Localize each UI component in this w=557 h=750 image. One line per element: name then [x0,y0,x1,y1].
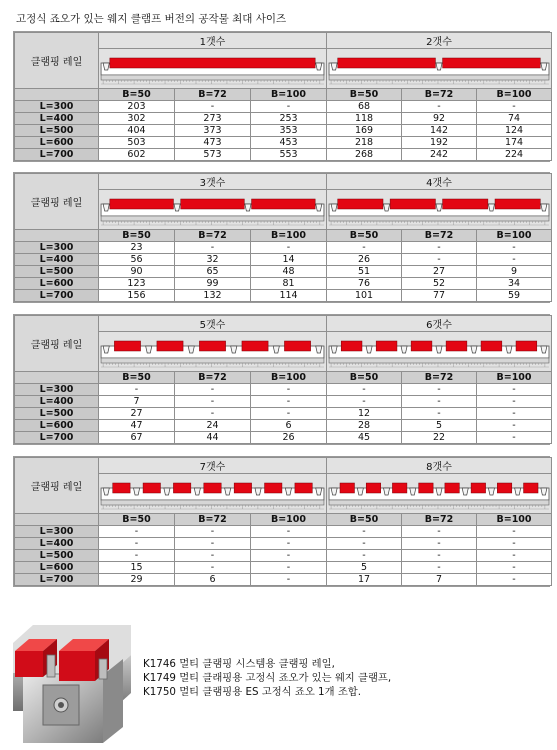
workpiece [516,341,537,351]
rail-label: 클램핑 레일 [15,458,99,514]
b-width-header: B=100 [251,230,327,242]
max-size-cell: 174 [477,137,552,149]
clamp-layout-diagram [327,51,551,87]
max-size-cell: 156 [99,290,175,302]
workpiece [110,58,315,68]
max-size-cell: - [99,538,175,550]
clamp-count-label: 3갯수 [99,174,327,190]
rail-length-label: L=300 [15,384,99,396]
rail-base [329,75,549,80]
size-table-block [13,456,550,587]
max-size-cell: 224 [477,149,552,161]
b-width-header: B=50 [327,230,402,242]
max-size-cell: 5 [327,562,402,574]
rail-base [101,358,324,363]
b-width-header: B=72 [175,89,251,101]
description-line: K1750 멀티 클램핑용 ES 고정식 죠오 1개 조합. [143,686,361,698]
b-width-header: B=72 [175,230,251,242]
max-size-cell: - [477,396,552,408]
clamp-layout-diagram [99,476,326,512]
rail-length-label: L=600 [15,278,99,290]
workpiece [341,341,362,351]
workpiece [340,483,354,493]
b-width-header: B=100 [477,372,552,384]
max-size-cell: - [251,550,327,562]
rail-base [329,358,549,363]
max-size-cell: - [477,562,552,574]
workpiece [252,199,316,209]
max-size-cell: 22 [402,432,477,444]
max-size-cell: 32 [175,254,251,266]
max-size-cell: - [402,396,477,408]
table-row [15,125,552,137]
workpiece [481,341,502,351]
max-size-cell: 192 [402,137,477,149]
rail-length-label: L=700 [15,290,99,302]
workpiece [113,483,130,493]
b-width-header: B=50 [327,514,402,526]
b-width-header: B=72 [402,514,477,526]
max-size-cell: 34 [477,278,552,290]
workpiece [419,483,433,493]
table-row [15,396,552,408]
rail-base [101,75,324,80]
max-size-cell: 373 [175,125,251,137]
max-size-cell: - [402,550,477,562]
max-size-cell: 27 [402,266,477,278]
table-row [15,574,552,586]
max-size-cell: 92 [402,113,477,125]
table-row [15,113,552,125]
max-size-cell: - [175,562,251,574]
product-photo [13,615,131,743]
workpiece [338,58,436,68]
max-size-cell: 77 [402,290,477,302]
max-size-cell: 404 [99,125,175,137]
clamp-diagram-cell [99,49,327,89]
rail-base [329,500,549,505]
rail-base [101,500,324,505]
max-size-cell: 268 [327,149,402,161]
rail-length-label: L=600 [15,420,99,432]
max-size-cell: - [99,550,175,562]
workpiece [181,199,245,209]
max-size-cell: 12 [327,408,402,420]
b-header-row [15,372,552,384]
max-size-cell: - [477,538,552,550]
blank-header-cell [15,514,99,526]
description-line: K1749 멀티 클래핑용 고정식 죠오가 있는 웨지 클램프, [143,672,392,684]
clamp-diagram-cell [99,332,327,372]
size-table [14,457,552,586]
b-width-header: B=50 [99,230,175,242]
table-row [15,562,552,574]
max-size-cell: - [477,101,552,113]
workpiece [446,341,467,351]
b-width-header: B=72 [402,372,477,384]
table-row [15,266,552,278]
table-row [15,254,552,266]
table-row [15,408,552,420]
max-size-cell: 6 [251,420,327,432]
workpiece [392,483,406,493]
table-row [15,137,552,149]
max-size-cell: 124 [477,125,552,137]
max-size-cell: - [327,384,402,396]
rail-length-label: L=300 [15,242,99,254]
rail-length-label: L=700 [15,149,99,161]
max-size-cell: 99 [175,278,251,290]
b-width-header: B=72 [402,89,477,101]
rail-length-label: L=300 [15,101,99,113]
clamp-diagram-cell [327,474,552,514]
max-size-cell: - [402,538,477,550]
rail-label: 클램핑 레일 [15,316,99,372]
max-size-cell: - [327,538,402,550]
rail-label: 클램핑 레일 [15,33,99,89]
clamp-count-label: 1갯수 [99,33,327,49]
max-size-cell: 56 [99,254,175,266]
workpiece [471,483,485,493]
max-size-cell: - [251,408,327,420]
max-size-cell: 76 [327,278,402,290]
max-size-cell: - [251,101,327,113]
max-size-cell: - [99,384,175,396]
max-size-cell: - [477,432,552,444]
max-size-cell: 17 [327,574,402,586]
workpiece [173,483,190,493]
workpiece [443,58,541,68]
max-size-cell: 453 [251,137,327,149]
max-size-cell: - [175,384,251,396]
max-size-cell: 273 [175,113,251,125]
max-size-cell: - [402,101,477,113]
max-size-cell: - [251,526,327,538]
blank-header-cell [15,230,99,242]
max-size-cell: 7 [402,574,477,586]
b-width-header: B=50 [99,89,175,101]
max-size-cell: 68 [327,101,402,113]
workpiece [204,483,221,493]
rail-length-label: L=400 [15,254,99,266]
max-size-cell: - [477,242,552,254]
workpiece [445,483,459,493]
max-size-cell: 123 [99,278,175,290]
max-size-cell: - [477,408,552,420]
rail-length-label: L=500 [15,266,99,278]
rail-length-label: L=500 [15,550,99,562]
product-description [143,657,391,699]
rail-length-label: L=500 [15,408,99,420]
b-width-header: B=100 [477,230,552,242]
b-width-header: B=100 [477,514,552,526]
b-header-row [15,230,552,242]
table-row [15,242,552,254]
rail-length-label: L=700 [15,432,99,444]
clamp-count-label: 7갯수 [99,458,327,474]
table-row [15,526,552,538]
max-size-cell: - [175,550,251,562]
max-size-cell: 26 [327,254,402,266]
workpiece [234,483,251,493]
max-size-cell: 28 [327,420,402,432]
table-row [15,101,552,113]
workpiece [411,341,432,351]
b-width-header: B=50 [99,514,175,526]
b-width-header: B=50 [327,89,402,101]
clamp-diagram-cell [327,49,552,89]
b-width-header: B=100 [251,372,327,384]
max-size-cell: - [477,254,552,266]
max-size-cell: - [402,526,477,538]
max-size-cell: 26 [251,432,327,444]
max-size-cell: - [402,562,477,574]
max-size-cell: 7 [99,396,175,408]
rail-length-label: L=400 [15,538,99,550]
table-row [15,550,552,562]
max-size-cell: 169 [327,125,402,137]
max-size-cell: 353 [251,125,327,137]
max-size-cell: 573 [175,149,251,161]
clamp-diagram-cell [99,474,327,514]
max-size-cell: 52 [402,278,477,290]
max-size-cell: - [175,526,251,538]
rail-length-label: L=300 [15,526,99,538]
clamp-diagram-cell [327,190,552,230]
b-header-row [15,89,552,101]
b-width-header: B=50 [327,372,402,384]
table-row [15,432,552,444]
max-size-cell: - [402,408,477,420]
max-size-cell: 302 [99,113,175,125]
max-size-cell: 553 [251,149,327,161]
max-size-cell: - [175,101,251,113]
max-size-cell: - [402,384,477,396]
size-table [14,315,552,444]
max-size-cell: - [175,538,251,550]
max-size-cell: - [402,254,477,266]
rail-length-label: L=600 [15,137,99,149]
clamp-layout-diagram [99,192,326,228]
table-row [15,384,552,396]
max-size-cell: 242 [402,149,477,161]
b-header-row [15,514,552,526]
max-size-cell: - [175,396,251,408]
max-size-cell: 114 [251,290,327,302]
clamp-count-label: 8갯수 [327,458,552,474]
rail-base [101,216,324,221]
rail-length-label: L=700 [15,574,99,586]
workpiece [295,483,312,493]
max-size-cell: 253 [251,113,327,125]
workpiece [495,199,540,209]
workpiece [143,483,160,493]
clamp-layout-diagram [99,51,326,87]
group-header-row [15,316,552,332]
max-size-cell: - [327,550,402,562]
size-table-block [13,172,550,303]
workpiece [242,341,268,351]
max-size-cell: 14 [251,254,327,266]
size-table-block [13,31,550,162]
size-table [14,32,552,161]
max-size-cell: 45 [327,432,402,444]
clamp-count-label: 5갯수 [99,316,327,332]
b-width-header: B=100 [251,514,327,526]
workpiece [390,199,435,209]
max-size-cell: 65 [175,266,251,278]
rail-length-label: L=400 [15,113,99,125]
max-size-cell: 48 [251,266,327,278]
table-row [15,538,552,550]
max-size-cell: 67 [99,432,175,444]
workpiece [338,199,383,209]
max-size-cell: 15 [99,562,175,574]
max-size-cell: - [477,420,552,432]
workpiece [524,483,538,493]
max-size-cell: 44 [175,432,251,444]
clamp-count-label: 6갯수 [327,316,552,332]
max-size-cell: 9 [477,266,552,278]
max-size-cell: 90 [99,266,175,278]
size-table-block [13,314,550,445]
workpiece [366,483,380,493]
workpiece [443,199,488,209]
workpiece [265,483,282,493]
b-width-header: B=72 [402,230,477,242]
max-size-cell: - [477,550,552,562]
blank-header-cell [15,372,99,384]
workpiece [284,341,310,351]
workpiece [497,483,511,493]
b-width-header: B=100 [251,89,327,101]
max-size-cell: - [175,408,251,420]
max-size-cell: - [327,526,402,538]
max-size-cell: - [251,538,327,550]
max-size-cell: 101 [327,290,402,302]
b-width-header: B=72 [175,372,251,384]
b-width-header: B=50 [99,372,175,384]
max-size-cell: 81 [251,278,327,290]
max-size-cell: - [327,242,402,254]
max-size-cell: - [477,384,552,396]
max-size-cell: 24 [175,420,251,432]
table-row [15,149,552,161]
max-size-cell: 218 [327,137,402,149]
max-size-cell: 27 [99,408,175,420]
page-title: 고정식 죠오가 있는 웨지 클램프 버전의 공작물 최대 사이즈 [16,13,287,25]
table-row [15,420,552,432]
max-size-cell: 6 [175,574,251,586]
table-row [15,278,552,290]
workpiece [199,341,225,351]
rail-length-label: L=400 [15,396,99,408]
group-header-row [15,33,552,49]
workpiece [110,199,174,209]
clamp-layout-diagram [99,334,326,370]
size-table [14,173,552,302]
rail-label: 클램핑 레일 [15,174,99,230]
max-size-cell: - [251,242,327,254]
blank-header-cell [15,89,99,101]
clamp-diagram-cell [327,332,552,372]
table-row [15,290,552,302]
group-header-row [15,174,552,190]
max-size-cell: 59 [477,290,552,302]
workpiece [157,341,183,351]
max-size-cell: 74 [477,113,552,125]
max-size-cell: - [477,574,552,586]
max-size-cell: 118 [327,113,402,125]
max-size-cell: 5 [402,420,477,432]
max-size-cell: - [251,384,327,396]
rail-length-label: L=500 [15,125,99,137]
max-size-cell: 29 [99,574,175,586]
clamp-count-label: 2갯수 [327,33,552,49]
max-size-cell: - [251,396,327,408]
max-size-cell: 51 [327,266,402,278]
max-size-cell: - [251,562,327,574]
max-size-cell: 23 [99,242,175,254]
max-size-cell: - [251,574,327,586]
workpiece [376,341,397,351]
clamp-layout-diagram [327,334,551,370]
clamp-count-label: 4갯수 [327,174,552,190]
max-size-cell: 132 [175,290,251,302]
max-size-cell: - [99,526,175,538]
rail-base [329,216,549,221]
max-size-cell: - [477,526,552,538]
max-size-cell: 47 [99,420,175,432]
workpiece [114,341,140,351]
max-size-cell: 602 [99,149,175,161]
b-width-header: B=72 [175,514,251,526]
max-size-cell: 473 [175,137,251,149]
max-size-cell: 503 [99,137,175,149]
clamp-diagram-cell [99,190,327,230]
clamp-layout-diagram [327,192,551,228]
max-size-cell: - [327,396,402,408]
max-size-cell: 203 [99,101,175,113]
group-header-row [15,458,552,474]
max-size-cell: - [402,242,477,254]
max-size-cell: - [175,242,251,254]
b-width-header: B=100 [477,89,552,101]
rail-length-label: L=600 [15,562,99,574]
clamp-layout-diagram [327,476,551,512]
max-size-cell: 142 [402,125,477,137]
description-line: K1746 멀티 클램핑 시스템용 클램핑 레일, [143,658,335,670]
